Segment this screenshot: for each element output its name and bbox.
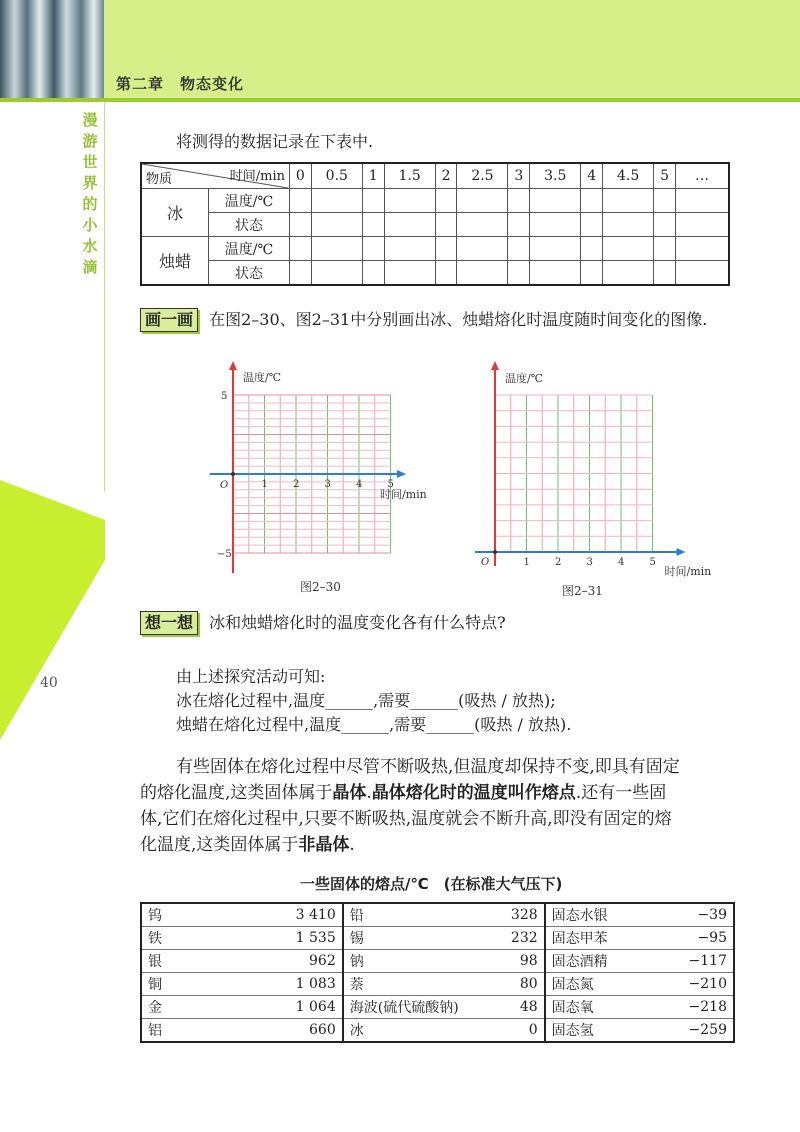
sidebar-vertical-char: 小 [82, 216, 98, 234]
substance-cell: 冰 [141, 189, 209, 237]
table-row [141, 996, 734, 1019]
table-row [141, 950, 734, 973]
table-row [141, 927, 734, 950]
material-cell: 冰 [343, 1019, 486, 1043]
x-tick-label: 3 [324, 479, 331, 490]
quantity-cell: 状态 [209, 261, 290, 286]
material-cell: 铅 [343, 903, 486, 927]
term-amorphous: 非晶体 [298, 835, 350, 855]
material-cell: 固态酒精 [545, 950, 658, 973]
table-header-row [141, 163, 729, 189]
quantity-cell: 状态 [209, 213, 290, 237]
quantity-cell: 温度/℃ [209, 189, 290, 213]
origin-dot [231, 472, 235, 476]
melting-point-cell: 328 [486, 903, 545, 927]
draw-activity-text: 在图2–30、图2–31中分别画出冰、烛蜡熔化时温度随时间变化的图像. [209, 310, 708, 329]
melting-point-cell: 1 083 [264, 973, 343, 996]
melting-point-cell: 48 [486, 996, 545, 1019]
y-axis-label: 温度/℃ [505, 372, 544, 385]
material-cell: 海波(硫代硫酸钠) [343, 996, 486, 1019]
material-cell: 金 [141, 996, 264, 1019]
x-tick-label: 4 [618, 557, 625, 568]
paragraph-line-3: 体,它们在熔化过程中,只要不断吸热,温度就会不断升高,即没有固定的熔 [140, 809, 672, 829]
melting-point-cell: 1 535 [264, 927, 343, 950]
table-corner [141, 163, 290, 189]
page-number: 40 [40, 675, 58, 691]
x-tick-label: 5 [649, 557, 656, 568]
material-cell: 固态甲苯 [545, 927, 658, 950]
conclusion-line-1: 冰在熔化过程中,温度______,需要______(吸热 / 放热); [176, 691, 556, 710]
table-row [141, 903, 734, 927]
melting-point-cell: −259 [658, 1019, 734, 1043]
melting-point-cell: 80 [486, 973, 545, 996]
melting-point-cell: −39 [658, 903, 734, 927]
sidebar-vertical-char: 世 [82, 153, 98, 171]
figure-caption-2-30: 图2–30 [300, 580, 341, 594]
material-cell: 萘 [343, 973, 486, 996]
x-tick-label: 2 [555, 557, 562, 568]
melting-point-cell: 660 [264, 1019, 343, 1043]
melt-table [140, 902, 735, 1043]
x-tick-label: 3 [586, 557, 593, 568]
melting-point-cell: −95 [658, 927, 734, 950]
material-cell: 铁 [141, 927, 264, 950]
think-activity [140, 611, 506, 635]
think-activity-tag: 想一想 [140, 611, 198, 635]
paragraph-line-2 [140, 780, 666, 806]
term-melting-point: 晶体熔化时的温度叫作熔点 [371, 783, 576, 803]
time-cell: 4.5 [603, 163, 654, 189]
x-axis-label: 时间/min [380, 488, 427, 501]
melting-point-cell: −218 [658, 996, 734, 1019]
x-axis-arrow [677, 548, 686, 556]
melting-point-cell: 962 [264, 950, 343, 973]
melting-point-cell: 1 064 [264, 996, 343, 1019]
material-cell: 固态氧 [545, 996, 658, 1019]
paragraph-text: . [349, 835, 355, 855]
table-row [141, 189, 729, 213]
chart-fig-2-31 [470, 355, 720, 590]
record-table [140, 162, 730, 286]
material-cell: 固态氢 [545, 1019, 658, 1043]
material-cell: 固态水银 [545, 903, 658, 927]
time-cell: 2.5 [457, 163, 508, 189]
melting-point-cell: −210 [658, 973, 734, 996]
material-cell: 银 [141, 950, 264, 973]
y-axis-arrow [491, 361, 499, 370]
figure-caption-2-31: 图2–31 [562, 584, 603, 598]
y-tick-label: −5 [217, 549, 232, 560]
time-cell: 2 [435, 163, 457, 189]
time-cell: 4 [581, 163, 603, 189]
material-cell: 铝 [141, 1019, 264, 1043]
header-rule [0, 98, 800, 102]
origin-label: O [220, 480, 229, 491]
chapter-title: 第二章 物态变化 [116, 75, 245, 93]
sidebar-vertical-char: 水 [82, 237, 98, 255]
paragraph-line-4 [140, 832, 355, 858]
table-row [141, 973, 734, 996]
paragraph-text: .还有一些固 [575, 783, 667, 803]
material-cell: 固态氮 [545, 973, 658, 996]
conclusion-line-2: 烛蜡在熔化过程中,温度______,需要______(吸热 / 放热). [176, 715, 572, 734]
paragraph-text: 化温度,这类固体属于 [140, 835, 299, 855]
corner-top-label: 时间/min [229, 169, 285, 184]
x-axis-arrow [397, 470, 406, 478]
sidebar-vertical-char: 的 [82, 195, 98, 213]
time-cell: 5 [654, 163, 676, 189]
time-cell: 3 [508, 163, 530, 189]
x-tick-label: 1 [523, 557, 530, 568]
intro-text: 将测得的数据记录在下表中. [176, 132, 374, 151]
corner-bottom-label: 物质 [146, 172, 173, 187]
think-activity-text: 冰和烛蜡熔化时的温度变化各有什么特点? [209, 613, 506, 632]
time-cell: … [676, 163, 730, 189]
material-cell: 钨 [141, 903, 264, 927]
table-row [141, 213, 729, 237]
origin-label: O [481, 557, 490, 568]
paragraph-text: . [366, 783, 372, 803]
origin-dot [493, 550, 497, 554]
substance-cell: 烛蜡 [141, 237, 209, 286]
x-axis-label: 时间/min [664, 565, 712, 578]
sidebar-vertical-char: 滴 [82, 258, 98, 276]
melting-point-cell: 232 [486, 927, 545, 950]
material-cell: 锡 [343, 927, 486, 950]
draw-activity [140, 308, 707, 332]
sidebar-vertical-char: 漫 [82, 111, 98, 129]
material-cell: 钠 [343, 950, 486, 973]
x-tick-label: 1 [261, 479, 268, 490]
material-cell: 铜 [141, 973, 264, 996]
paragraph-text: 的熔化温度,这类固体属于 [140, 783, 333, 803]
table-row [141, 237, 729, 261]
melting-point-cell: 0 [486, 1019, 545, 1043]
conclusion-lead: 由上述探究活动可知: [176, 667, 326, 686]
table-row [141, 1019, 734, 1043]
x-tick-label: 5 [387, 479, 394, 490]
time-cell: 1 [362, 163, 384, 189]
sidebar-vertical-title [82, 110, 98, 278]
time-cell: 0.5 [311, 163, 362, 189]
time-cell: 0 [290, 163, 312, 189]
x-tick-label: 4 [356, 479, 363, 490]
draw-activity-tag: 画一画 [140, 308, 198, 332]
paragraph-line-1: 有些固体在熔化过程中尽管不断吸热,但温度却保持不变,即具有固定 [176, 757, 680, 777]
sidebar-divider [104, 102, 105, 492]
time-cell: 1.5 [384, 163, 435, 189]
y-axis-label: 温度/℃ [243, 371, 282, 384]
sidebar-vertical-char: 界 [82, 174, 98, 192]
chart-fig-2-30 [210, 355, 427, 600]
time-cell: 3.5 [530, 163, 581, 189]
melting-point-cell: 98 [486, 950, 545, 973]
sidebar-vertical-char: 游 [82, 132, 98, 150]
melting-point-cell: 3 410 [264, 903, 343, 927]
y-axis-arrow [229, 361, 237, 370]
term-crystal: 晶体 [332, 783, 367, 803]
x-tick-label: 2 [293, 479, 300, 490]
melting-point-cell: −117 [658, 950, 734, 973]
quantity-cell: 温度/℃ [209, 237, 290, 261]
y-tick-label: 5 [221, 391, 228, 402]
table-row [141, 261, 729, 286]
melt-table-title: 一些固体的熔点/℃ (在标准大气压下) [300, 875, 563, 893]
